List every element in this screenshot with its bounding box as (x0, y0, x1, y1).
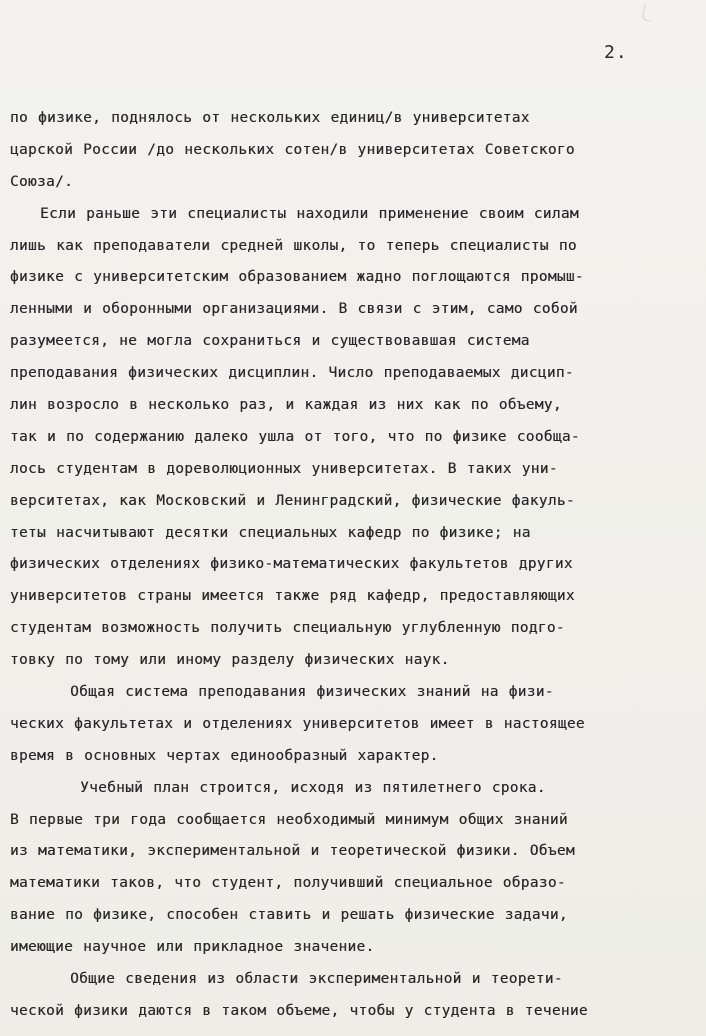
text-line: лишь как преподаватели средней школы, то теперь специалисты по (10, 237, 577, 254)
text-line: лин возросло в несколько раз, и каждая из них как по объему, (10, 397, 562, 414)
text-line: царской России /до нескольких сотен/в университетах Советского (10, 141, 575, 158)
text-line: университетов страны имеется также ряд кафедр, предоставляющих (10, 588, 575, 605)
text-line: ленными и оборонными организациями. В связи с этим, само собой (10, 301, 578, 318)
text-line: по физике, поднялось от нескольких единиц/в университетах (10, 110, 530, 126)
text-line: ческих факультетах и отделениях университетов имеет в настоящее (10, 715, 585, 732)
text-line: товку по тому или иному разделу физических наук. (10, 652, 450, 669)
text-line: так и по содержанию далеко ушла от того, что по физике сообща- (10, 428, 580, 445)
typed-text-body (0, 103, 706, 1028)
pencil-mark-icon (641, 3, 653, 21)
text-line: вание по физике, способен ставить и решать физические задачи, (10, 907, 568, 924)
text-line: физике с университетским образованием жадно поглощаются промыш- (10, 269, 584, 286)
text-line: физических отделениях физико-математических факультетов других (10, 556, 573, 573)
text-line: Если раньше эти специалисты находили применение своим силам (10, 205, 579, 222)
text-line: В первые три года сообщается необходимый минимум общих знаний (10, 811, 568, 828)
text-line: студентам возможность получить специальную углубленную подго- (10, 620, 565, 637)
text-line: математики таков, что студент, получивший специальное образо- (10, 875, 566, 892)
text-line: имеющие научное или прикладное значение. (10, 939, 375, 956)
text-line: Общие сведения из области экспериментальной и теорети- (10, 971, 563, 988)
text-line: разумеется, не могла сохраниться и существовавшая система (10, 333, 530, 350)
text-line: преподавания физических дисциплин. Число преподаваемых дисцип- (10, 365, 574, 382)
text-line: теты насчитывают десятки специальных кафедр по физике; на (10, 524, 531, 541)
text-line: верситетах, как Московский и Ленинградский, физические факуль- (10, 492, 575, 509)
text-line: Союза/. (10, 173, 74, 190)
text-line: ческой физики даются в таком объеме, чтобы у студента в течение (10, 1002, 588, 1019)
text-line: лось студентам в дореволюционных университетах. В таких уни- (10, 460, 558, 477)
text-line: Общая система преподавания физических знаний на физи- (10, 684, 554, 701)
page-number: 2. (604, 42, 628, 63)
text-line: время в основных чертах единообразный характер. (10, 747, 439, 764)
text-line: Учебный план строится, исходя из пятилетнего срока. (10, 779, 546, 796)
text-line: из математики, экспериментальной и теоретической физики. Объем (10, 843, 575, 860)
